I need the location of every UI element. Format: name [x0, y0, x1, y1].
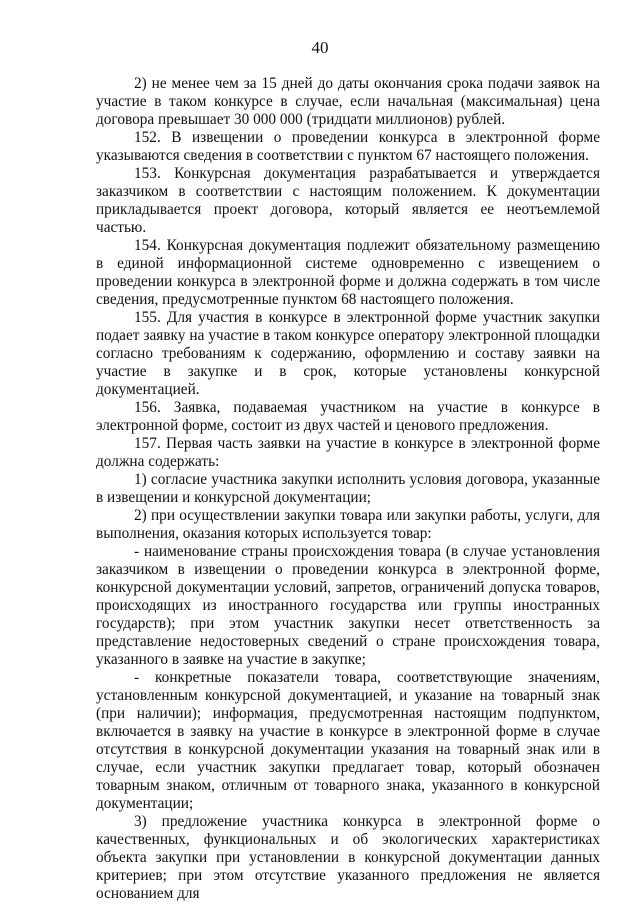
paragraph-153: 153. Конкурсная документация разрабатывается и утверждается заказчиком в соответствии с настоящим положением. К документации прикладывается проект договора, который является ее неотъемлемой частью.	[96, 165, 600, 236]
paragraph-157-item-3: 3) предложение участника конкурса в электронной форме о качественных, функциональных и об экологических характеристиках объекта закупки при установлении в конкурсной документации данных критериев; при этом отсутствие указанного предложения не является основанием для	[96, 813, 600, 902]
paragraph-152: 152. В извещении о проведении конкурса в электронной форме указываются сведения в соответствии с пунктом 67 настоящего положения.	[96, 129, 600, 164]
paragraph-157-item-1: 1) согласие участника закупки исполнить условия договора, указанные в извещении и конкурсной документации;	[96, 471, 600, 506]
paragraph-155: 155. Для участия в конкурсе в электронной форме участник закупки подает заявку на участие в таком конкурсе оператору электронной площадки согласно требованиям к содержанию, оформлению и составу заявки на участие в закупке и в срок, которые установлены конкурсной документацией.	[96, 309, 600, 398]
page-number: 40	[311, 38, 329, 57]
paragraph-157-item-2-country: - наименование страны происхождения товара (в случае установления заказчиком в извещении о проведении конкурса в электронной форме, конкурсной документации условий, запретов, ограничений допуска товаров, происходящих из иностранного государства или группы иностранных государств); при этом участник закупки несет ответственность за представление недостоверных сведений о стране происхождения товара, указанного в заявке на участие в закупке;	[96, 543, 600, 668]
paragraph-157: 157. Первая часть заявки на участие в конкурсе в электронной форме должна содержать:	[96, 435, 600, 470]
paragraph-154: 154. Конкурсная документация подлежит обязательному размещению в единой информационной системе одновременно с извещением о проведении конкурса в электронной форме и должна содержать в том числе сведения, предусмотренные пунктом 68 настоящего положения.	[96, 237, 600, 308]
paragraph-157-item-2: 2) при осуществлении закупки товара или закупки работы, услуги, для выполнения, оказания которых используется товар:	[96, 507, 600, 542]
document-body	[96, 75, 600, 903]
paragraph-157-item-2-indicators: - конкретные показатели товара, соответствующие значениям, установленным конкурсной документацией, и указание на товарный знак (при наличии); информация, предусмотренная настоящим подпунктом, включается в заявку на участие в конкурсе в электронной форме в случае отсутствия в конкурсной документации указания на товарный знак или в случае, если участник закупки предлагает товар, который обозначен товарным знаком, отличным от товарного знака, указанного в конкурсной документации;	[96, 669, 600, 812]
paragraph-item-2: 2) не менее чем за 15 дней до даты окончания срока подачи заявок на участие в таком конкурсе в случае, если начальная (максимальная) цена договора превышает 30 000 000 (тридцати миллионов) рублей.	[96, 75, 600, 128]
paragraph-156: 156. Заявка, подаваемая участником на участие в конкурсе в электронной форме, состоит из двух частей и ценового предложения.	[96, 399, 600, 434]
